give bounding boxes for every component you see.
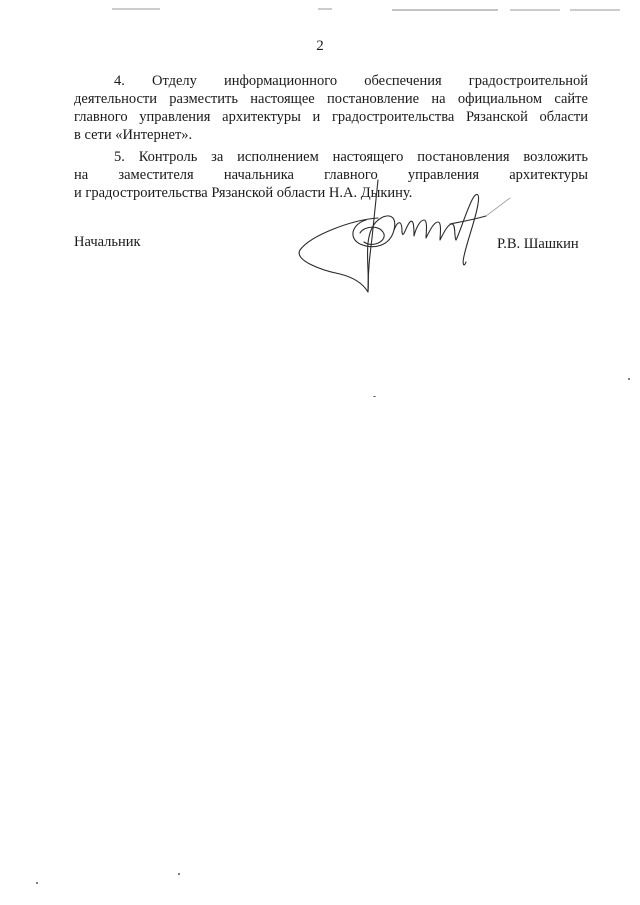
word: архитектуры — [509, 167, 588, 183]
word: информационного — [224, 73, 338, 89]
word: деятельности — [74, 91, 158, 107]
word: области — [539, 109, 588, 125]
word: заместителя — [118, 167, 194, 183]
word: и — [312, 109, 321, 125]
scan-top-edge-artifacts — [0, 0, 640, 6]
word: управления — [139, 109, 211, 125]
word: градостроительной — [468, 73, 588, 89]
word: обеспечения — [364, 73, 442, 89]
scan-speck — [178, 873, 180, 875]
word: начальника — [223, 167, 294, 183]
paragraph-4-line-4 — [74, 126, 588, 144]
paragraph-5-line-1 — [74, 148, 588, 166]
word: настоящего — [332, 149, 404, 165]
word: за — [211, 149, 224, 165]
paragraph-4 — [74, 72, 588, 144]
word: управления — [407, 167, 480, 183]
word: в сети «Интернет». — [74, 127, 193, 143]
scan-speck — [36, 882, 38, 884]
word: 4. — [114, 73, 125, 89]
handwritten-signature — [290, 178, 520, 298]
word: на — [74, 167, 89, 183]
word: возложить — [523, 149, 588, 165]
word: постановление — [327, 91, 420, 107]
word: Рязанской — [465, 109, 528, 125]
word: архитектуры — [222, 109, 301, 125]
scan-speck — [373, 396, 376, 397]
word: Контроль — [138, 149, 198, 165]
word: настоящее — [250, 91, 315, 107]
word: на — [431, 91, 446, 107]
word: официальном — [457, 91, 543, 107]
word: исполнением — [237, 149, 319, 165]
signatory-title: Начальник — [74, 234, 141, 250]
signatory-name: Р.В. Шашкин — [497, 236, 579, 252]
word: постановления — [417, 149, 510, 165]
word: сайте — [554, 91, 588, 107]
page-number: 2 — [316, 38, 324, 54]
word: и градостроительства Рязанской области Н.А. Дыкину. — [74, 185, 413, 201]
word: градостроительства — [331, 109, 455, 125]
word: главного — [324, 167, 378, 183]
word: Отделу — [151, 73, 197, 89]
word: 5. — [114, 149, 125, 165]
scan-speck — [628, 378, 630, 380]
paragraph-4-line-1 — [74, 72, 588, 90]
paragraph-4-line-3 — [74, 108, 588, 126]
word: разместить — [169, 91, 238, 107]
word: главного — [74, 109, 128, 125]
paragraph-4-line-2 — [74, 90, 588, 108]
